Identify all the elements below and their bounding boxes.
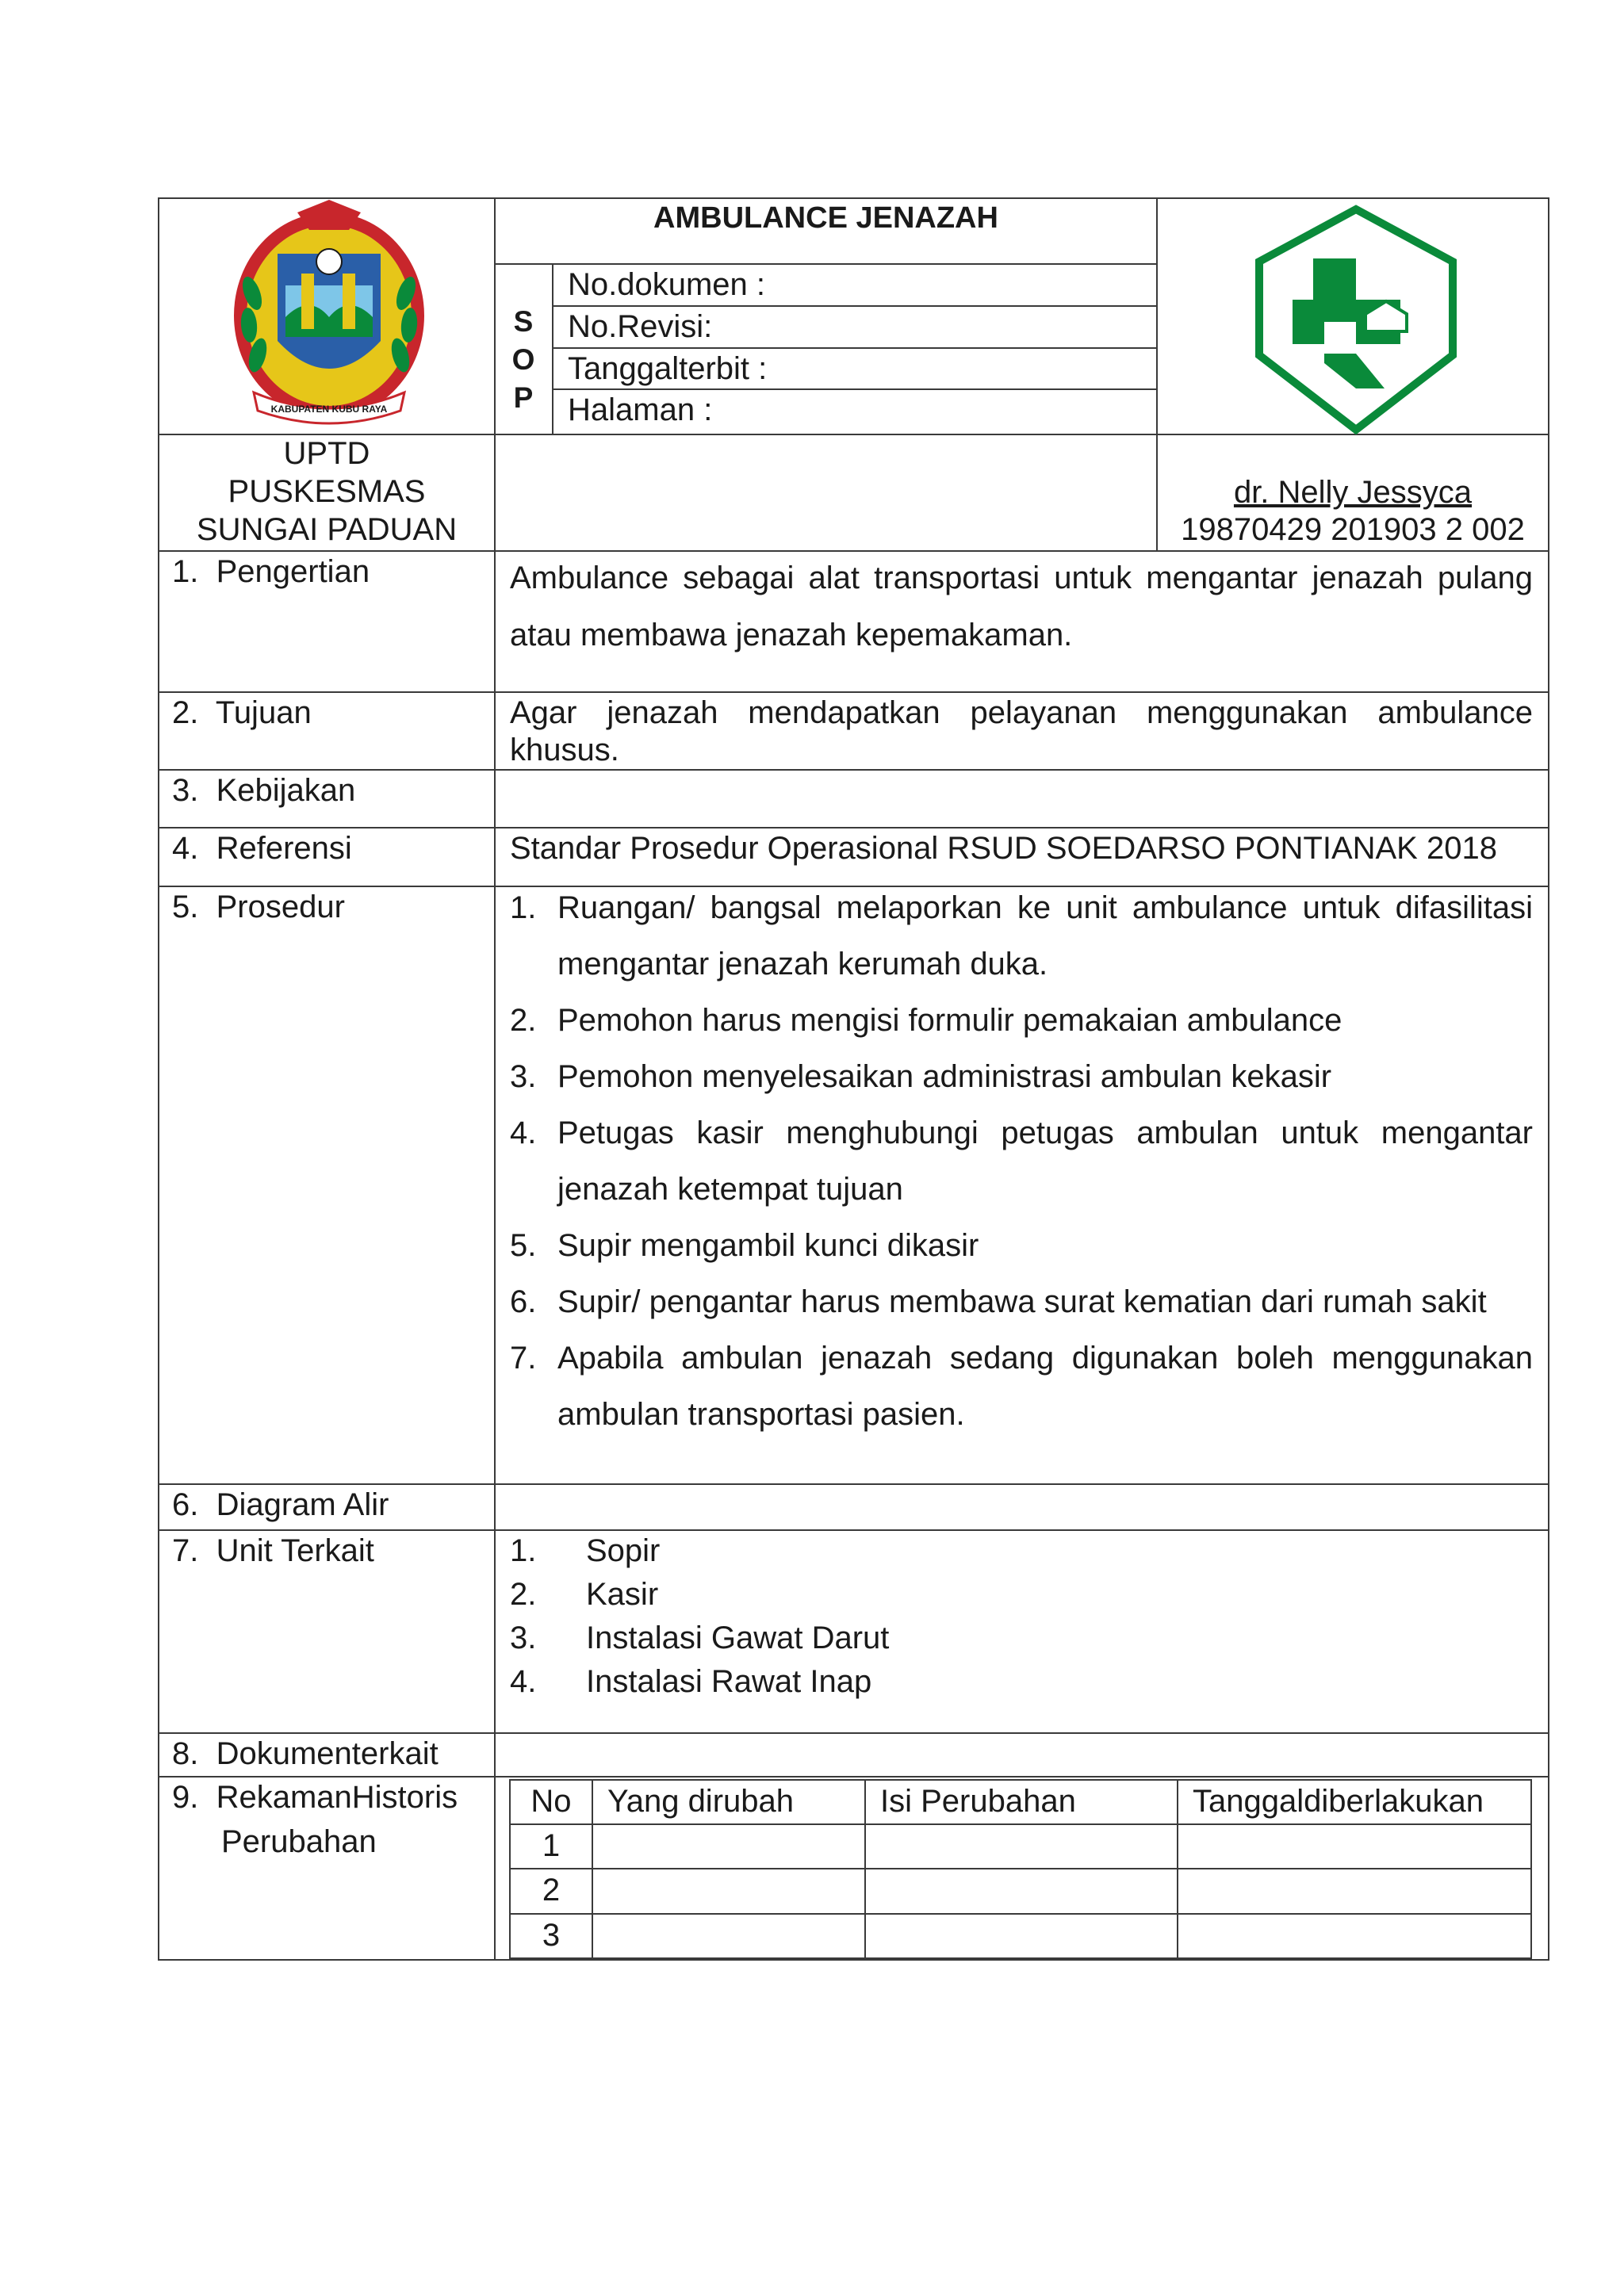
- org-line-location: SUNGAI PADUAN: [196, 512, 458, 547]
- prosedur-list: [510, 880, 1533, 1475]
- prosedur-step-number: 3.: [510, 1059, 537, 1094]
- label-dokumen-terkait: 8. Dokumenterkait: [172, 1736, 439, 1771]
- prosedur-step-number: 5.: [510, 1228, 537, 1263]
- signer-name: dr. Nelly Jessyca: [1233, 475, 1473, 510]
- revision-row-no: 2: [542, 1873, 561, 1908]
- unit-item-number: 3.: [510, 1621, 537, 1655]
- label-referensi: 4. Referensi: [172, 831, 352, 866]
- prosedur-step-number: 6.: [510, 1284, 537, 1319]
- label-diagram-alir: 6. Diagram Alir: [172, 1487, 389, 1522]
- label-prosedur: 5. Prosedur: [172, 890, 345, 924]
- label-perubahan: Perubahan: [221, 1824, 377, 1859]
- revision-row-no: 1: [542, 1828, 561, 1863]
- prosedur-step: [510, 1105, 1533, 1218]
- label-rekaman-historis: 9. RekamanHistoris: [172, 1780, 458, 1815]
- prosedur-step-text: Supir mengambil kunci dikasir: [557, 1228, 979, 1263]
- right-logo: [1245, 205, 1467, 434]
- org-line-puskesmas: PUSKESMAS: [228, 474, 426, 509]
- unit-item-number: 4.: [510, 1664, 537, 1699]
- revision-row-no: 3: [542, 1918, 561, 1953]
- unit-item-text: Sopir: [586, 1533, 661, 1568]
- label-tujuan: 2. Tujuan: [172, 695, 312, 730]
- unit-item-text: Instalasi Gawat Darut: [586, 1621, 890, 1655]
- unit-item-text: Kasir: [586, 1577, 659, 1612]
- prosedur-step-number: 1.: [510, 890, 537, 925]
- label-kebijakan: 3. Kebijakan: [172, 773, 356, 808]
- tujuan-line-1: Agar jenazah mendapatkan pelayanan menggunakan ambulance: [510, 695, 1533, 730]
- sop-label: [496, 303, 551, 417]
- referensi-text: Standar Prosedur Operasional RSUD SOEDARSO PONTIANAK 2018: [510, 831, 1497, 866]
- prosedur-step: [510, 880, 1533, 993]
- prosedur-step: [510, 1049, 1533, 1105]
- sop-letter-o: O: [511, 343, 535, 376]
- prosedur-step-text: Ruangan/ bangsal melaporkan ke unit ambulance untuk difasilitasi mengantar jenazah kerumah duka.: [557, 890, 1533, 982]
- field-no-dokumen: No.dokumen :: [568, 267, 766, 302]
- prosedur-step-text: Pemohon menyelesaikan administrasi ambulan kekasir: [557, 1059, 1332, 1094]
- pengertian-text: Ambulance sebagai alat transportasi untuk mengantar jenazah pulang atau membawa jenazah kepemakaman.: [510, 561, 1533, 652]
- unit-item-number: 2.: [510, 1577, 537, 1612]
- prosedur-step-number: 4.: [510, 1115, 537, 1150]
- label-unit-terkait: 7. Unit Terkait: [172, 1533, 374, 1568]
- revision-header-tanggal: Tanggaldiberlakukan: [1193, 1784, 1484, 1819]
- org-line-uptd: UPTD: [283, 436, 370, 471]
- prosedur-step: [510, 993, 1533, 1049]
- sop-letter-s: S: [513, 305, 534, 338]
- sop-letter-p: P: [513, 381, 534, 414]
- prosedur-step-number: 7.: [510, 1341, 537, 1376]
- revision-header-isi-perubahan: Isi Perubahan: [880, 1784, 1076, 1819]
- label-pengertian: 1. Pengertian: [172, 554, 370, 589]
- document-title: AMBULANCE JENAZAH: [653, 201, 998, 235]
- revision-header-yang-dirubah: Yang dirubah: [607, 1784, 794, 1819]
- tujuan-line-2: khusus.: [510, 733, 619, 767]
- prosedur-step: [510, 1330, 1533, 1443]
- prosedur-step-text: Petugas kasir menghubungi petugas ambulan untuk mengantar jenazah ketempat tujuan: [557, 1115, 1533, 1207]
- prosedur-step-number: 2.: [510, 1003, 537, 1038]
- revision-header-no: No: [530, 1784, 572, 1819]
- organization-name: [159, 435, 494, 548]
- prosedur-step-text: Pemohon harus mengisi formulir pemakaian ambulance: [557, 1003, 1342, 1038]
- unit-item-number: 1.: [510, 1533, 537, 1568]
- prosedur-step-text: Apabila ambulan jenazah sedang digunakan boleh menggunakan ambulan transportasi pasien.: [557, 1341, 1533, 1432]
- field-no-revisi: No.Revisi:: [568, 309, 713, 344]
- field-halaman: Halaman :: [568, 392, 713, 427]
- prosedur-step-text: Supir/ pengantar harus membawa surat kematian dari rumah sakit: [557, 1284, 1487, 1319]
- unit-item-text: Instalasi Rawat Inap: [586, 1664, 872, 1699]
- field-tanggal-terbit: Tanggalterbit :: [568, 351, 768, 386]
- prosedur-step: [510, 1218, 1533, 1274]
- prosedur-step: [510, 1274, 1533, 1330]
- left-logo-text: KABUPATEN KUBU RAYA: [270, 404, 388, 415]
- left-logo: [222, 198, 436, 432]
- signer-nip: 19870429 201903 2 002: [1181, 512, 1525, 547]
